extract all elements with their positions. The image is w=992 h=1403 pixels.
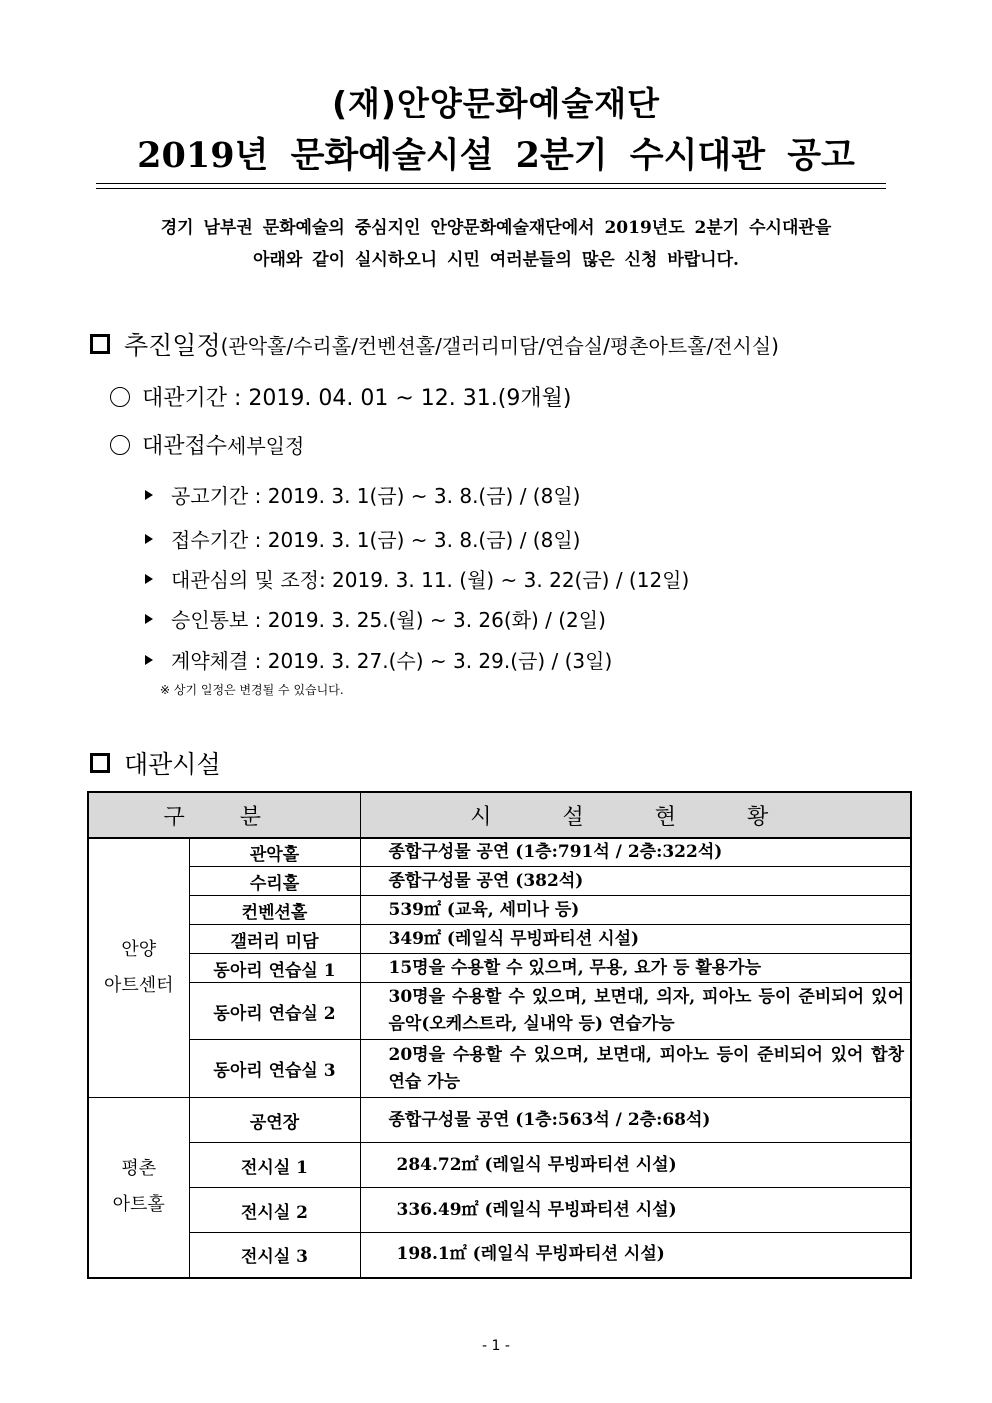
table-row <box>88 954 911 983</box>
facility-name: 컨벤션홀 <box>189 896 360 925</box>
facility-name: 관악홀 <box>189 838 360 867</box>
table-row <box>88 1233 911 1278</box>
triangle-bullet-icon <box>145 534 153 544</box>
facility-table <box>87 791 912 1279</box>
intake-sub: 세부일정 <box>227 434 305 458</box>
group-cell-pyeongchon <box>88 1098 189 1278</box>
schedule-item-text: 계약체결 : 2019. 3. 27.(수) ~ 3. 29.(금) / (3일) <box>171 649 613 673</box>
schedule-heading: 추진일정 <box>124 331 221 360</box>
facility-desc: 20명을 수용할 수 있으며, 보면대, 피아노 등이 준비되어 있어 합창 연습 가능 <box>360 1040 911 1098</box>
facility-desc: 539㎡ (교육, 세미나 등) <box>360 896 911 925</box>
schedule-item-text: 접수기간 : 2019. 3. 1(금) ~ 3. 8.(금) / (8일) <box>171 528 581 552</box>
table-header-category: 구 분 <box>88 792 360 838</box>
table-row <box>88 1188 911 1233</box>
triangle-bullet-icon <box>145 655 153 665</box>
schedule-subheading: (관악홀/수리홀/컨벤션홀/갤러리미담/연습실/평촌아트홀/전시실) <box>220 333 779 358</box>
intro-line-2: 아래와 같이 실시하오니 시민 여러분들의 많은 신청 바랍니다. <box>253 250 739 270</box>
intake-item <box>110 429 304 460</box>
table-row <box>88 1098 911 1143</box>
facility-name: 공연장 <box>189 1098 360 1143</box>
group-name-line1: 안양 <box>121 939 157 960</box>
schedule-item <box>145 524 580 553</box>
facility-desc: 종합구성물 공연 (1층:791석 / 2층:322석) <box>360 838 911 867</box>
facility-name: 전시실 2 <box>189 1188 360 1233</box>
facility-name: 갤러리 미담 <box>189 925 360 954</box>
facility-name: 동아리 연습실 1 <box>189 954 360 983</box>
table-header-row <box>88 792 911 838</box>
schedule-item-text: 대관심의 및 조정: 2019. 3. 11. (월) ~ 3. 22(금) / (12일) <box>171 568 690 592</box>
title-rule-bottom <box>96 188 886 189</box>
intro-line-1: 경기 남부권 문화예술의 중심지인 안양문화예술재단에서 2019년도 2분기 수시대관을 <box>160 218 832 238</box>
schedule-item-text: 공고기간 : 2019. 3. 1(금) ~ 3. 8.(금) / (8일) <box>171 484 581 508</box>
table-row <box>88 896 911 925</box>
facility-desc: 349㎡ (레일식 무빙파티션 시설) <box>360 925 911 954</box>
schedule-item-text: 승인통보 : 2019. 3. 25.(월) ~ 3. 26(화) / (2일) <box>171 608 606 632</box>
facility-desc: 336.49㎡ (레일식 무빙파티션 시설) <box>360 1188 911 1233</box>
facility-name: 전시실 1 <box>189 1143 360 1188</box>
rental-period-item <box>110 381 571 412</box>
checkbox-square-icon <box>90 753 110 773</box>
circle-bullet-icon <box>110 387 130 407</box>
table-header-status: 시 설 현 황 <box>360 792 911 838</box>
group-name-line1: 평촌 <box>121 1158 157 1180</box>
group-name-line2: 아트센터 <box>103 975 174 996</box>
facility-heading: 대관시설 <box>124 750 221 779</box>
checkbox-square-icon <box>90 334 110 354</box>
facility-name: 전시실 3 <box>189 1233 360 1278</box>
schedule-item <box>145 564 689 593</box>
table-row <box>88 1040 911 1098</box>
page-number: - 1 - <box>482 1338 510 1354</box>
page-title: 2019년 문화예술시설 2분기 수시대관 공고 <box>137 135 855 176</box>
table-row <box>88 867 911 896</box>
triangle-bullet-icon <box>145 574 153 584</box>
facility-name: 동아리 연습실 2 <box>189 983 360 1040</box>
intake-label: 대관접수 <box>142 434 228 459</box>
facility-desc: 종합구성물 공연 (382석) <box>360 867 911 896</box>
table-row <box>88 983 911 1040</box>
schedule-note: ※ 상기 일정은 변경될 수 있습니다. <box>160 683 344 697</box>
facility-desc: 30명을 수용할 수 있으며, 보면대, 의자, 피아노 등이 준비되어 있어 음악(오케스트라, 실내악 등) 연습가능 <box>360 983 911 1040</box>
facility-desc: 15명을 수용할 수 있으며, 무용, 요가 등 활용가능 <box>360 954 911 983</box>
organization-title: (재)안양문화예술재단 <box>331 84 661 123</box>
title-rule-top <box>96 183 886 184</box>
schedule-item <box>145 480 580 509</box>
triangle-bullet-icon <box>145 614 153 624</box>
circle-bullet-icon <box>110 435 130 455</box>
group-name-line2: 아트홀 <box>112 1194 165 1216</box>
schedule-item <box>145 645 612 674</box>
table-row <box>88 925 911 954</box>
schedule-section-heading <box>90 326 779 362</box>
schedule-item <box>145 604 606 633</box>
facility-desc: 284.72㎡ (레일식 무빙파티션 시설) <box>360 1143 911 1188</box>
facility-desc: 종합구성물 공연 (1층:563석 / 2층:68석) <box>360 1098 911 1143</box>
table-row <box>88 838 911 867</box>
facility-name: 동아리 연습실 3 <box>189 1040 360 1098</box>
rental-period-text: 대관기간 : 2019. 04. 01 ~ 12. 31.(9개월) <box>142 386 572 411</box>
table-row <box>88 1143 911 1188</box>
facility-name: 수리홀 <box>189 867 360 896</box>
facility-desc: 198.1㎡ (레일식 무빙파티션 시설) <box>360 1233 911 1278</box>
group-cell-anyang <box>88 838 189 1098</box>
triangle-bullet-icon <box>145 490 153 500</box>
facility-section-heading <box>90 745 221 781</box>
